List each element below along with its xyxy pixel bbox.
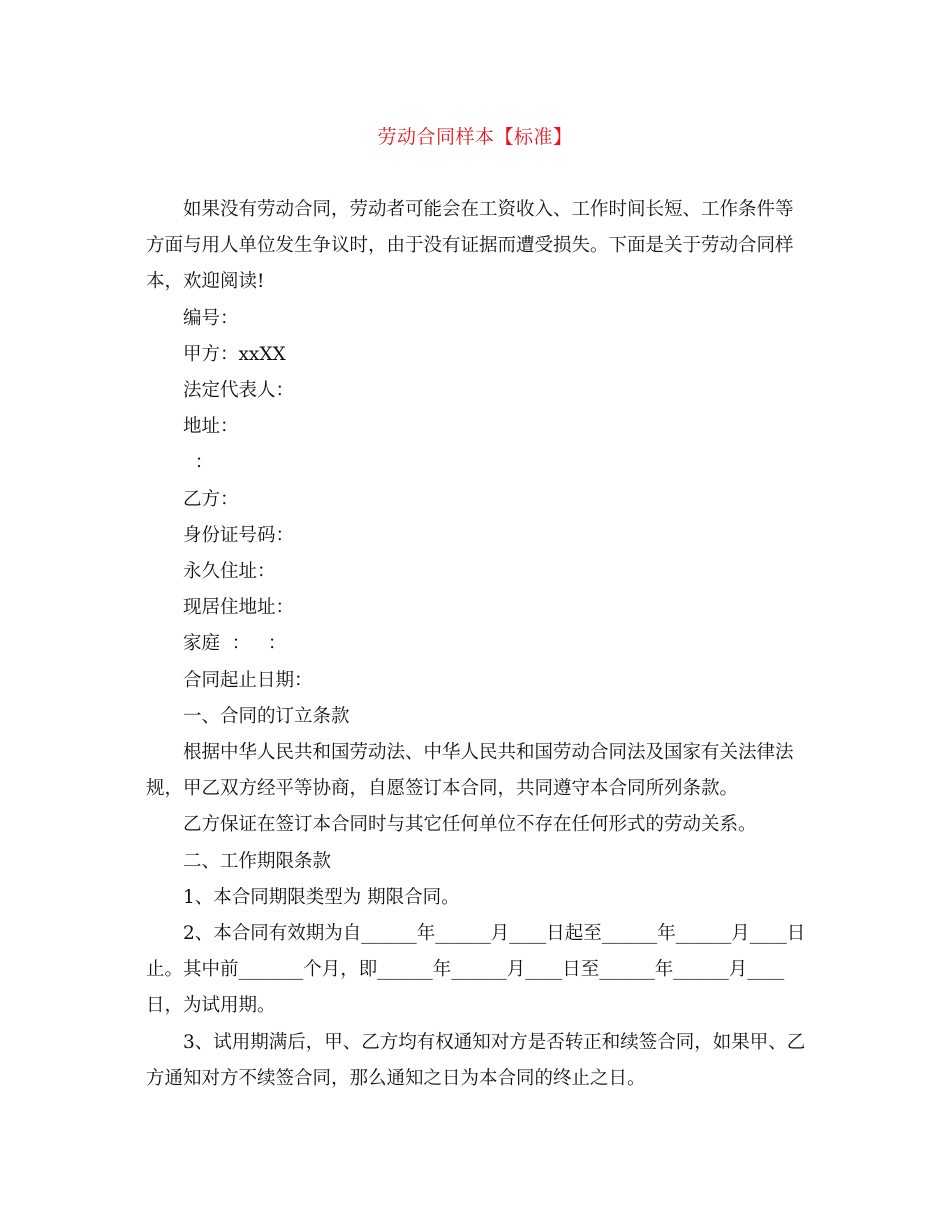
intro-paragraph: 如果没有劳动合同，劳动者可能会在工资收入、工作时间长短、工作条件等方面与用人单位发生争议时，由于没有证据而遭受损失。下面是关于劳动合同样本，欢迎阅读! bbox=[146, 199, 794, 293]
field-legal-representative: 法定代表人： bbox=[183, 380, 295, 402]
field-blank: ： bbox=[183, 452, 214, 474]
field-contract-dates: 合同起止日期： bbox=[183, 669, 313, 691]
field-number: 编号： bbox=[183, 307, 239, 329]
section-heading-2: 二、工作期限条款 bbox=[183, 850, 332, 872]
field-id-number: 身份证号码： bbox=[183, 524, 295, 546]
field-party-a: 甲方：xxXX bbox=[183, 343, 286, 365]
field-current-address: 现居住地址： bbox=[183, 597, 295, 619]
field-address: 地址： bbox=[183, 416, 239, 438]
clause-item-3: 3、试用期满后，甲、乙方均有权通知对方是否转正和续签合同，如果甲、乙方通知对方不续签合同，那么通知之日为本合同的终止之日。 bbox=[146, 1031, 806, 1089]
clause-paragraph: 根据中华人民共和国劳动法、中华人民共和国劳动合同法及国家有关法律法规，甲乙双方经平等协商，自愿签订本合同，共同遵守本合同所列条款。 bbox=[146, 742, 794, 800]
clause-item-1: 1、本合同期限类型为 期限合同。 bbox=[183, 886, 460, 908]
clause-item-2: 2、本合同有效期为自______年______月____日起至______年______月____日止。其中前_______个月，即______年______月____日至______年______月____日，为试用期。 bbox=[146, 923, 806, 1017]
field-party-b: 乙方： bbox=[183, 488, 239, 510]
field-family: 家庭 ： ： bbox=[183, 633, 287, 655]
clause-paragraph: 乙方保证在签订本合同时与其它任何单位不存在任何形式的劳动关系。 bbox=[183, 814, 757, 836]
field-permanent-address: 永久住址： bbox=[183, 561, 276, 583]
section-heading-1: 一、合同的订立条款 bbox=[183, 705, 350, 727]
document-body bbox=[146, 192, 810, 1097]
document-title: 劳动合同样本【标准】 bbox=[377, 126, 573, 148]
